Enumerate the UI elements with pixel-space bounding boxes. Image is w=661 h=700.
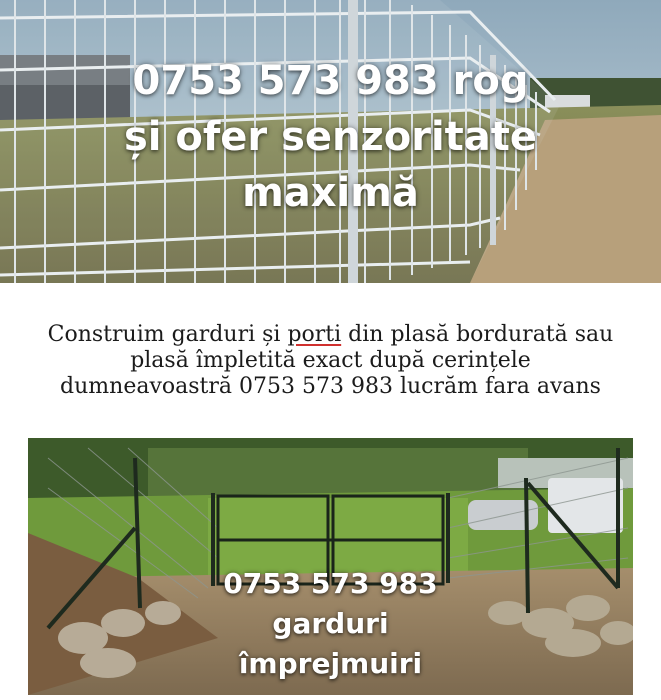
top-overlay-line-1: 0753 573 983 rog xyxy=(132,58,529,104)
top-fence-photo xyxy=(0,0,661,283)
ad-caption xyxy=(20,322,641,400)
bottom-fence-photo xyxy=(28,438,633,695)
top-overlay-line-2: și ofer senzoritate xyxy=(123,114,538,160)
bottom-overlay-line-1: 0753 573 983 xyxy=(223,567,438,600)
bottom-overlay-line-2: garduri xyxy=(272,607,389,640)
caption-line-3: dumneavoastră 0753 573 983 lucrăm fara avans xyxy=(60,374,601,399)
caption-line-1-end: din plasă bordurată sau xyxy=(341,322,614,347)
caption-line-1 xyxy=(20,322,641,348)
top-overlay-line-3: maximă xyxy=(242,170,419,216)
caption-line-2: plasă împletită exact după cerințele xyxy=(130,348,531,373)
caption-line-1-start: Construim garduri și xyxy=(47,322,288,347)
caption-underlined-word: porti xyxy=(287,322,342,347)
top-photo-overlay-text xyxy=(0,53,661,221)
bottom-overlay-line-3: împrejmuiri xyxy=(238,647,423,680)
bottom-photo-overlay-text xyxy=(28,564,633,684)
